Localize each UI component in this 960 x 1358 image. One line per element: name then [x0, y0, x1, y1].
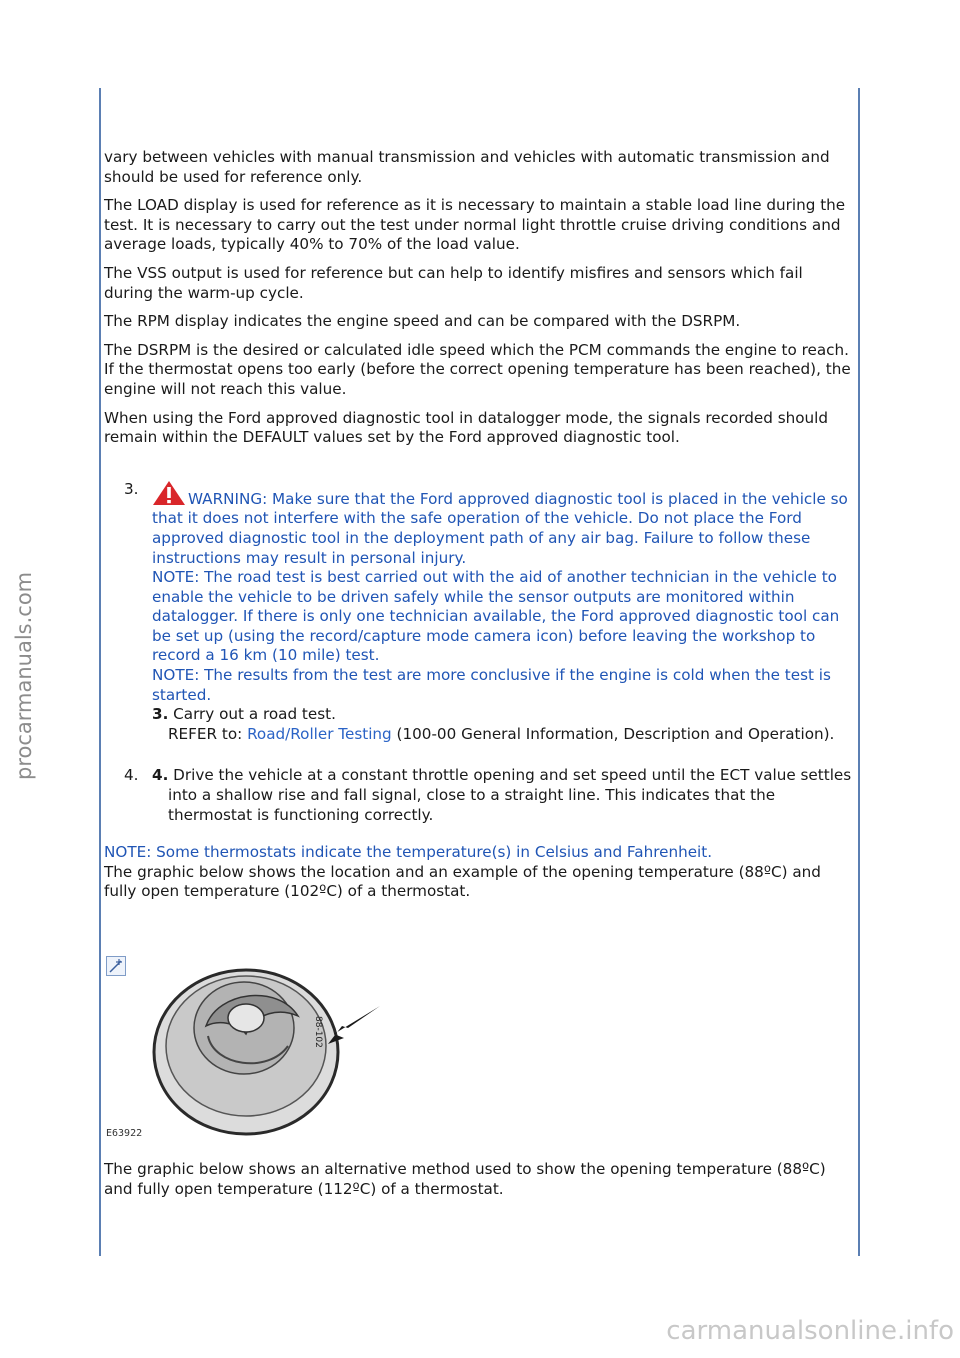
bottom-watermark: carmanualsonline.info — [666, 1316, 954, 1346]
step-3-action-number: 3. — [152, 705, 169, 724]
refer-line — [152, 725, 854, 745]
refer-prefix: REFER to: — [168, 724, 243, 743]
stamp-label: 88-102 — [313, 1016, 323, 1048]
paragraph-rpm-display: The RPM display indicates the engine speed and can be compared with the DSRPM. — [104, 312, 741, 331]
warning-block — [152, 480, 854, 568]
figure-code: E63922 — [106, 1128, 143, 1139]
thermostat-figure — [148, 956, 392, 1136]
paragraph-load-display: The LOAD display is used for reference as it is necessary to maintain a stable load line during the test. It is necessary to carry out the test under normal light throttle cruise driving conditions and average loads, typically 40% to 70% of the load value. — [104, 196, 846, 254]
step-4-number: 4. — [124, 766, 139, 785]
paragraph-vss-output: The VSS output is used for reference but can help to identify misfires and sensors which fail during the warm-up cycle. — [104, 263, 803, 302]
graphic-alternative-text: The graphic below shows an alternative method used to show the opening temperature (88ºC) and fully open temperature (112ºC) of a thermostat. — [104, 1160, 826, 1198]
left-margin-rule — [99, 88, 101, 1256]
page-content — [104, 148, 854, 902]
step-3-number: 3. — [124, 479, 139, 498]
refer-suffix: (100-00 General Information, Description and Operation). — [396, 724, 835, 743]
step-3-action-text: Carry out a road test. — [173, 705, 336, 724]
right-margin-rule — [858, 88, 860, 1256]
warning-icon — [152, 480, 186, 506]
note-road-test: NOTE: The road test is best carried out with the aid of another technician in the vehicle to enable the vehicle to be driven safely while the sensor outputs are monitored within datalogger. If there is only one technician available, the Ford approved diagnostic tool can be set up (using the record/capture mode camera icon) before leaving the workshop to record a 16 km (10 mile) test. — [152, 568, 840, 665]
step-3-action — [152, 705, 854, 725]
paragraph-dsrpm: The DSRPM is the desired or calculated idle speed which the PCM commands the engine to reach. If the thermostat opens too early (before the correct opening temperature has been reached), the engine will not reach this value. — [104, 340, 851, 398]
paragraph-datalogger: When using the Ford approved diagnostic tool in datalogger mode, the signals recorded should remain within the DEFAULT values set by the Ford approved diagnostic tool. — [104, 408, 829, 447]
graphic-intro-text: The graphic below shows the location and an example of the opening temperature (88ºC) and fully open temperature (102ºC) of a thermostat. — [104, 862, 821, 901]
step-4-action-text: Drive the vehicle at a constant throttle opening and set speed until the ECT value settles into a shallow rise and fall signal, close to a straight line. This indicates that the thermostat is functioning correctly. — [168, 766, 852, 824]
side-watermark: procarmanuals.com — [12, 571, 36, 780]
note-engine-cold: NOTE: The results from the test are more conclusive if the engine is cold when the test is started. — [152, 666, 831, 704]
zoom-image-icon[interactable] — [106, 956, 126, 976]
step-3 — [104, 480, 854, 745]
paragraph-reference-only: vary between vehicles with manual transmission and vehicles with automatic transmission and should be used for reference only. — [104, 148, 830, 186]
note-celsius-fahrenheit: NOTE: Some thermostats indicate the temperature(s) in Celsius and Fahrenheit. — [104, 843, 713, 862]
step-4-action-number: 4. — [152, 766, 169, 785]
road-roller-testing-link[interactable]: Road/Roller Testing — [247, 724, 392, 743]
warning-text: WARNING: Make sure that the Ford approved diagnostic tool is placed in the vehicle so that it does not interfere with the safe operation of the vehicle. Do not place the Ford approved diagnostic tool in the deployment path of any air bag. Failure to follow these instructions may result in personal injury. — [152, 489, 848, 567]
step-4 — [104, 766, 854, 825]
